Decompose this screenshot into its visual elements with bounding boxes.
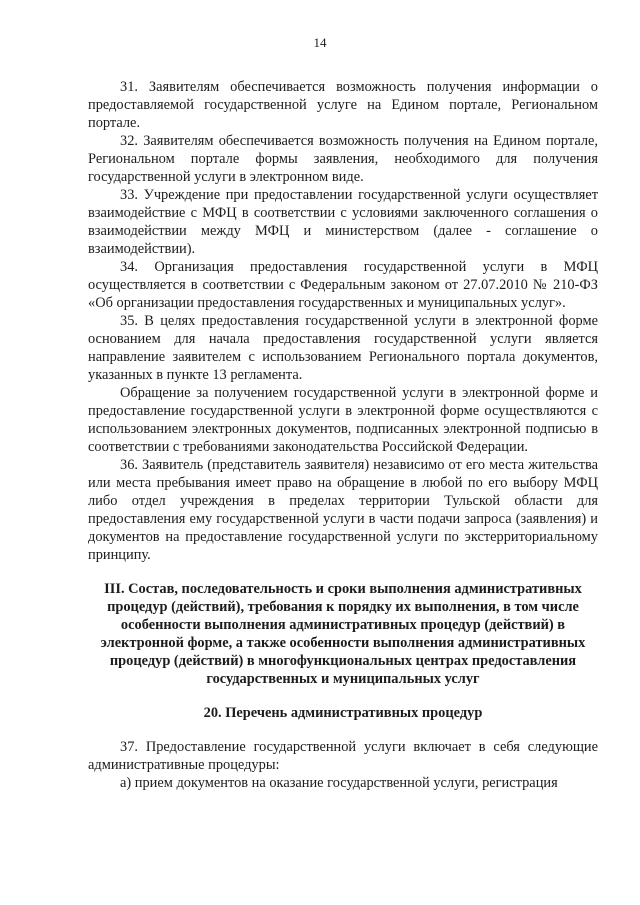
paragraph-37: 37. Предоставление государственной услуги включает в себя следующие административные процедуры: xyxy=(88,739,598,773)
paragraph-35: 35. В целях предоставления государственной услуги в электронной форме основанием для начала предоставления государственной услуги является направление заявителем с использованием Регионального портала документов, указанных в пункте 13 регламента. xyxy=(88,313,598,383)
document-body xyxy=(88,78,598,792)
page-number: 14 xyxy=(313,35,327,50)
paragraph-31: 31. Заявителям обеспечивается возможность получения информации о предоставляемой государственной услуге на Едином портале, Региональном портале. xyxy=(88,79,598,131)
section-heading: III. Состав, последовательность и сроки выполнения административных процедур (действий), требования к порядку их выполнения, в том числе особенности выполнения административных процедур (действий) в электронной форме, а также особенности выполнения административных процедур (действий) в многофункциональных центрах предоставления государственных и муниципальных услуг xyxy=(100,581,586,687)
paragraph-33: 33. Учреждение при предоставлении государственной услуги осуществляет взаимодействие с МФЦ в соответствии с условиями заключенного соглашения о взаимодействии между МФЦ и министерством (далее - соглашение о взаимодействии). xyxy=(88,187,598,257)
paragraph-34: 34. Организация предоставления государственной услуги в МФЦ осуществляется в соответствии с Федеральным законом от 27.07.2010 № 210-ФЗ «Об организации предоставления государственных и муниципальных услуг». xyxy=(88,259,598,311)
paragraph-35-continued: Обращение за получением государственной услуги в электронной форме и предоставление государственной услуги в электронной форме осуществляются с использованием электронных документов, подписанных электронной подписью в соответствии с требованиями законодательства Российской Федерации. xyxy=(88,385,598,455)
subsection-heading: 20. Перечень административных процедур xyxy=(203,705,483,721)
paragraph-32: 32. Заявителям обеспечивается возможность получения на Едином портале, Региональном портале формы заявления, необходимого для получения государственной услуги в электронном виде. xyxy=(88,133,598,185)
paragraph-36: 36. Заявитель (представитель заявителя) независимо от его места жительства или места пребывания имеет право на обращение в любой по его выбору МФЦ либо отдел учреждения в пределах территории Тульской области для предоставления ему государственной услуги в части подачи запроса (заявления) и документов на предоставление государственной услуги по экстерриториальному принципу. xyxy=(88,457,598,563)
list-item-a: а) прием документов на оказание государственной услуги, регистрация xyxy=(120,775,558,791)
